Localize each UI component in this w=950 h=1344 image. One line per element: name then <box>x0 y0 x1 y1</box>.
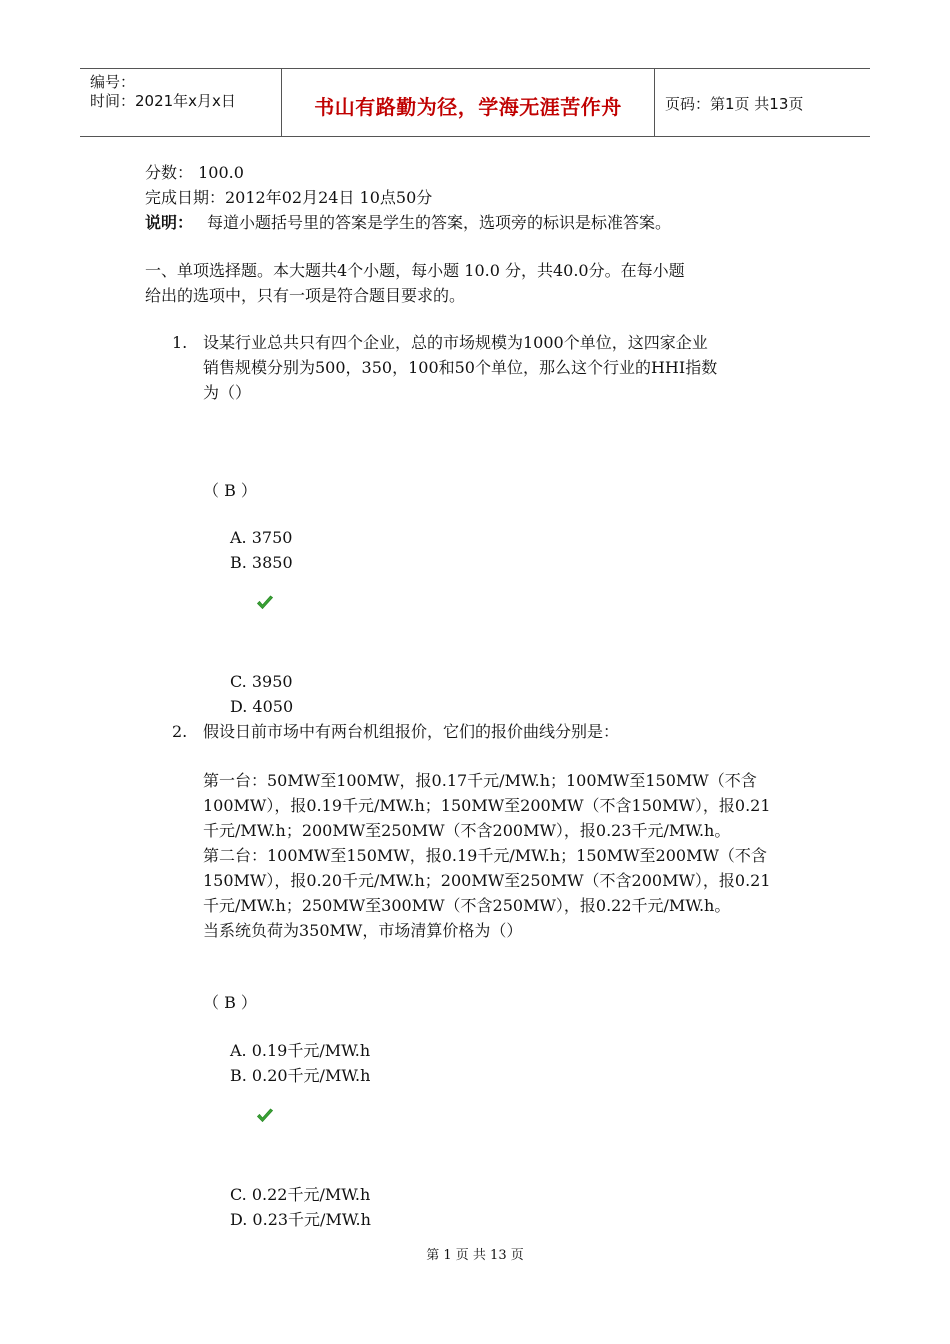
header-motto-cell <box>282 69 655 136</box>
question-1-option-b: B. 3850 <box>230 553 293 572</box>
checkmark-icon <box>256 1107 274 1125</box>
question-2-line: 当系统负荷为350MW，市场清算价格为（） <box>203 921 523 940</box>
checkmark-icon <box>256 594 274 612</box>
question-1-line: 设某行业总共只有四个企业，总的市场规模为1000个单位，这四家企业 <box>203 333 708 352</box>
question-2-option-a: A. 0.19千元/MW.h <box>230 1041 371 1060</box>
question-2-option-d: D. 0.23千元/MW.h <box>230 1210 371 1229</box>
section-heading-line-1: 一、单项选择题。本大题共4个小题，每小题 10.0 分，共40.0分。在每小题 <box>145 261 685 280</box>
question-1-option-a: A. 3750 <box>230 528 293 547</box>
question-2-line: 100MW），报0.19千元/MW.h；150MW至200MW（不含150MW），报0.21 <box>203 796 771 815</box>
score-line: 分数： 100.0 <box>145 163 244 182</box>
question-1-option-d: D. 4050 <box>230 697 294 716</box>
question-1-option-c: C. 3950 <box>230 672 293 691</box>
question-2-line: 千元/MW.h；200MW至250MW（不含200MW），报0.23千元/MW.h。 <box>203 821 731 840</box>
motto-text: 书山有路勤为径，学海无涯苦作舟 <box>314 95 622 119</box>
question-2-student-answer: （ B ） <box>203 993 257 1012</box>
question-2-line: 第一台：50MW至100MW，报0.17千元/MW.h；100MW至150MW（不含 <box>203 771 757 790</box>
question-2-line: 150MW），报0.20千元/MW.h；200MW至250MW（不含200MW），报0.21 <box>203 871 771 890</box>
header-page-cell <box>655 69 870 136</box>
completion-date-line: 完成日期：2012年02月24日 10点50分 <box>145 188 433 207</box>
question-1-number: 1. <box>172 333 188 352</box>
section-heading-line-2: 给出的选项中，只有一项是符合题目要求的。 <box>145 286 466 305</box>
page-header <box>80 68 870 137</box>
question-2-line: 第二台：100MW至150MW，报0.19千元/MW.h；150MW至200MW（不含 <box>203 846 767 865</box>
note-label: 说明： <box>145 213 194 232</box>
question-1-student-answer: （ B ） <box>203 481 257 500</box>
note-line <box>145 210 671 235</box>
question-2-option-c: C. 0.22千元/MW.h <box>230 1185 371 1204</box>
note-text: 每道小题括号里的答案是学生的答案，选项旁的标识是标准答案。 <box>207 213 672 232</box>
question-2-line: 假设日前市场中有两台机组报价，它们的报价曲线分别是： <box>203 722 620 741</box>
question-2-option-b: B. 0.20千元/MW.h <box>230 1066 371 1085</box>
page-number-label: 页码：第1页 共13页 <box>665 95 804 113</box>
header-info-cell <box>80 69 282 136</box>
question-1-line: 销售规模分别为500，350，100和50个单位，那么这个行业的HHI指数 <box>203 358 718 377</box>
page-footer: 第 1 页 共 13 页 <box>426 1248 524 1263</box>
question-2-line: 千元/MW.h；250MW至300MW（不含250MW），报0.22千元/MW.h。 <box>203 896 731 915</box>
question-2-number: 2. <box>172 722 188 741</box>
serial-label: 编号： <box>90 73 136 91</box>
question-1-line: 为（） <box>203 383 252 402</box>
time-label: 时间：2021年x月x日 <box>90 92 236 110</box>
